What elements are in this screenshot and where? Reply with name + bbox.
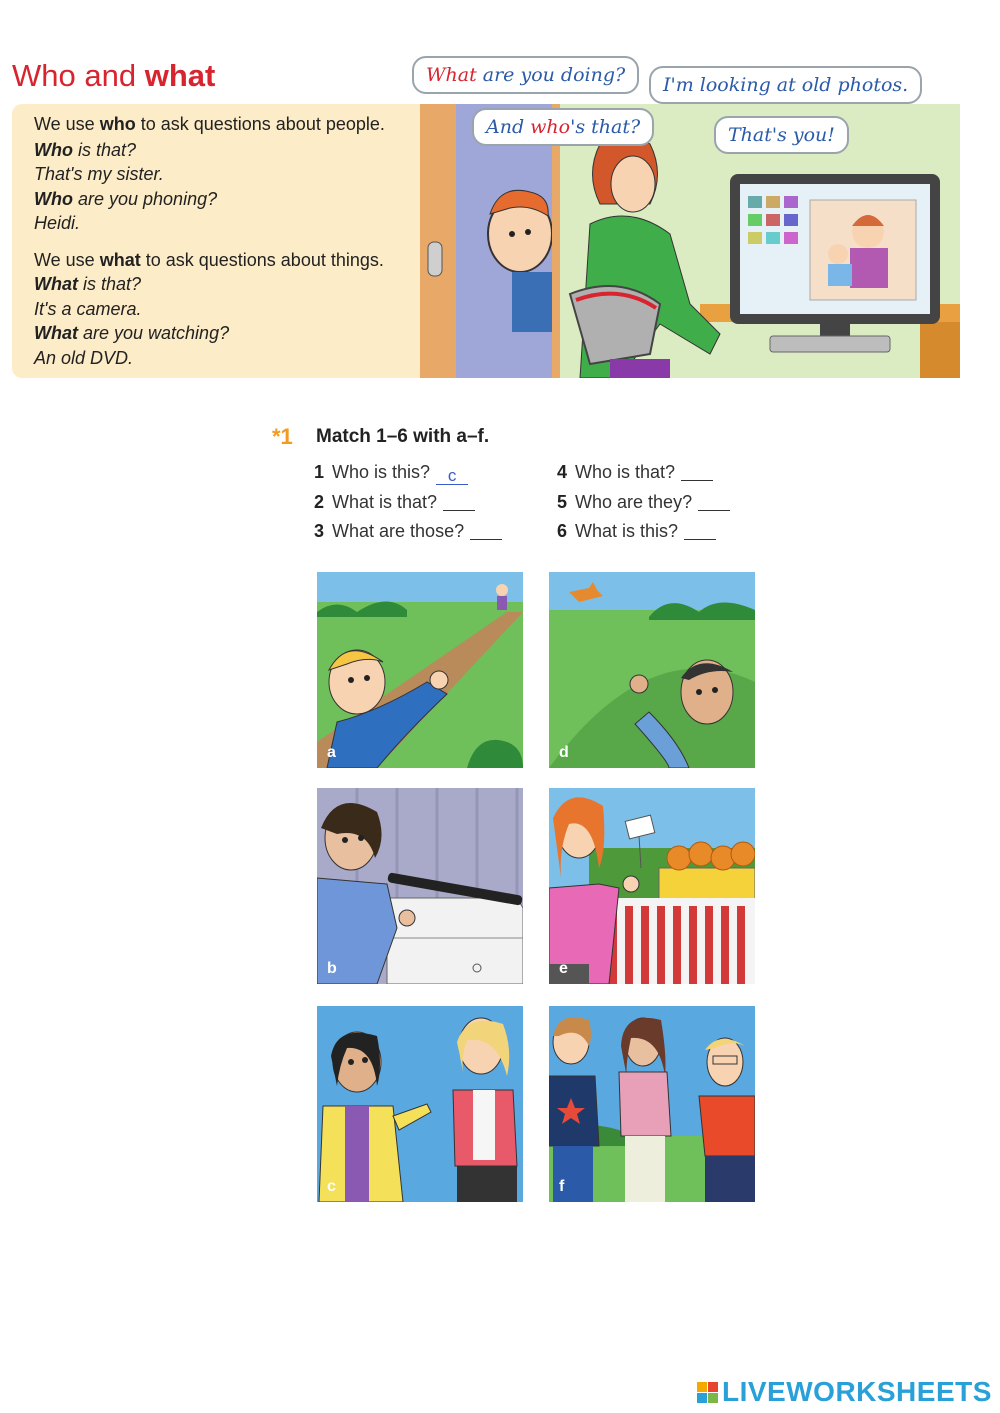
- question-4: [557, 462, 713, 483]
- title-part2: what: [144, 58, 216, 93]
- picture-d-drawing: [549, 572, 755, 768]
- picture-label-b: b: [327, 960, 337, 977]
- who-example-1: [34, 140, 136, 161]
- question-text: Who is that?: [575, 462, 676, 482]
- question-6: [557, 521, 716, 542]
- answer-input-4[interactable]: [681, 462, 713, 481]
- who-intro-pre: We use: [34, 114, 100, 134]
- who-example-2: [34, 189, 217, 210]
- bubble3-pre: And: [486, 116, 531, 138]
- what-ex2-rest: are you watching?: [78, 323, 230, 343]
- bubble1-rest: are you doing?: [476, 64, 626, 86]
- picture-e: [549, 788, 755, 984]
- door-handle: [428, 242, 442, 276]
- who-word: who: [99, 114, 136, 134]
- what-word: what: [99, 250, 141, 270]
- question-3: [314, 521, 502, 542]
- question-text: What is that?: [332, 492, 438, 512]
- title-part1: Who and: [12, 58, 145, 93]
- question-number: 1: [314, 462, 325, 482]
- what-intro-post: to ask questions about things.: [140, 250, 384, 270]
- picture-label-f: f: [559, 1178, 565, 1195]
- picture-label-a: a: [327, 744, 336, 761]
- who-answer-2: [34, 213, 80, 234]
- answer-input-2[interactable]: [443, 492, 475, 511]
- who-ans1: That's my sister.: [34, 164, 164, 184]
- picture-label-d: d: [559, 744, 569, 761]
- speech-bubble-what: [412, 56, 639, 94]
- speech-bubble-photos: [649, 66, 922, 104]
- speech-bubble-who: [472, 108, 654, 146]
- speech-bubble-you: [714, 116, 849, 154]
- liveworksheets-logo-text: LIVEWORKSHEETS: [722, 1376, 992, 1407]
- bubble2-text: I'm looking at old photos.: [663, 74, 909, 96]
- question-number: 5: [557, 492, 568, 512]
- exercise-title: Match 1–6 with a–f.: [316, 426, 490, 447]
- what-example-1: [34, 274, 141, 295]
- picture-b-drawing: [317, 788, 523, 984]
- exercise-number: *1: [272, 424, 293, 449]
- picture-c-drawing: [317, 1006, 523, 1202]
- what-ex1-bold: What: [34, 274, 78, 294]
- picture-f: [549, 1006, 755, 1202]
- keyboard: [770, 336, 890, 352]
- what-intro-pre: We use: [34, 250, 100, 270]
- who-answer-1: [34, 164, 164, 185]
- what-ex2-bold: What: [34, 323, 78, 343]
- picture-label-e: e: [559, 960, 568, 977]
- boy-shirt: [512, 272, 552, 332]
- what-answer-2: [34, 348, 133, 369]
- who-ex2-bold: Who: [34, 189, 73, 209]
- question-number: 6: [557, 521, 568, 541]
- picture-f-drawing: [549, 1006, 755, 1202]
- picture-d: [549, 572, 755, 768]
- answer-input-3[interactable]: [470, 521, 502, 540]
- what-answer-1: [34, 299, 141, 320]
- who-ex1-bold: Who: [34, 140, 73, 160]
- picture-c: [317, 1006, 523, 1202]
- question-2: [314, 492, 475, 513]
- what-ex1-rest: is that?: [78, 274, 142, 294]
- bubble1-red: What: [426, 64, 477, 86]
- picture-a: [317, 572, 523, 768]
- photo-thumbnails: [748, 196, 798, 244]
- question-1: [314, 462, 468, 485]
- bubble3-post: 's that?: [570, 116, 641, 138]
- who-intro-post: to ask questions about people.: [135, 114, 385, 134]
- who-intro: [34, 114, 385, 135]
- question-text: What are those?: [332, 521, 465, 541]
- answer-input-5[interactable]: [698, 492, 730, 511]
- question-number: 4: [557, 462, 568, 482]
- who-ex2-rest: are you phoning?: [72, 189, 218, 209]
- who-ex1-rest: is that?: [72, 140, 137, 160]
- answer-input-6[interactable]: [684, 521, 716, 540]
- liveworksheets-logo-icon: [697, 1380, 719, 1406]
- question-5: [557, 492, 730, 513]
- question-number: 2: [314, 492, 325, 512]
- grammar-box: [12, 104, 432, 378]
- illustration-scene: [420, 64, 960, 378]
- question-text: Who is this?: [332, 462, 431, 482]
- what-intro: [34, 250, 384, 271]
- question-text: Who are they?: [575, 492, 693, 512]
- picture-b: [317, 788, 523, 984]
- picture-e-drawing: [549, 788, 755, 984]
- picture-a-drawing: [317, 572, 523, 768]
- question-text: What is this?: [575, 521, 679, 541]
- what-ans1: It's a camera.: [34, 299, 142, 319]
- bubble4-text: That's you!: [728, 124, 835, 146]
- bubble3-red: who: [530, 116, 571, 138]
- what-example-2: [34, 323, 229, 344]
- what-ans2: An old DVD.: [34, 348, 134, 368]
- picture-label-c: c: [327, 1178, 336, 1195]
- section-title: [12, 58, 215, 94]
- who-ans2: Heidi.: [34, 213, 81, 233]
- answer-input-1[interactable]: c: [436, 466, 468, 485]
- question-number: 3: [314, 521, 325, 541]
